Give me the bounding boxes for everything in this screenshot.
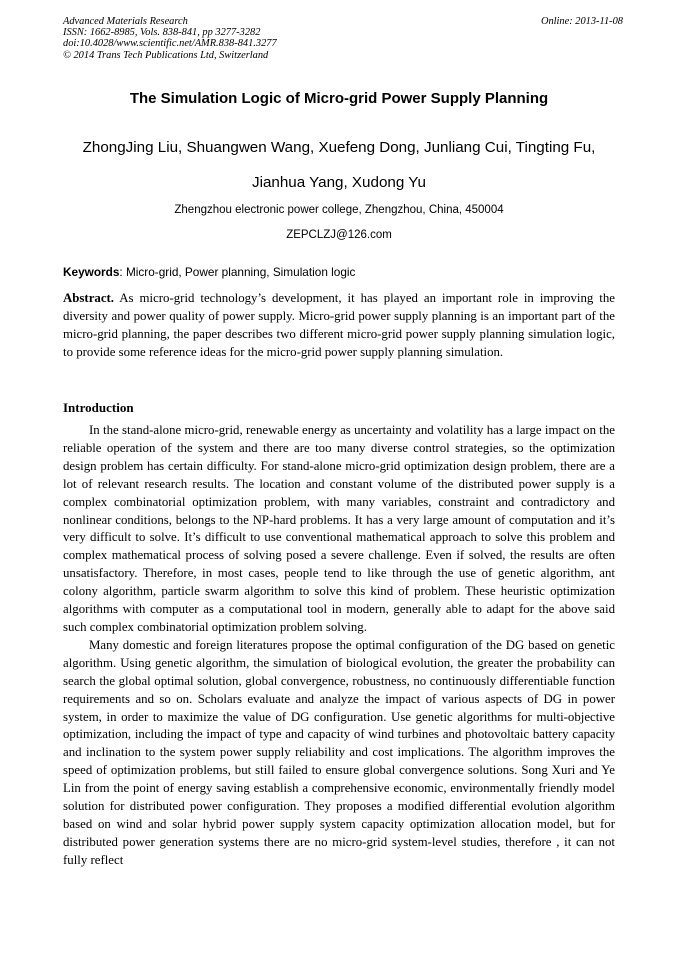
paper-title: The Simulation Logic of Micro-grid Power Supply Planning: [129, 90, 549, 107]
intro-paragraph-1: In the stand-alone micro-grid, renewable energy as uncertainty and volatility has a large impact on the reliable operation of the system and there are too many diverse control strategies, so the optimization design problem has certain difficulty. For stand-alone micro-grid optimization design problem, there are a lot of relevant research results. The location and constant volume of the distributed power supply is a complex combinatorial optimization problem, with many variables, constraint and contradictory and nonlinear conditions, belongs to the NP-hard problems. It has a very large amount of computation and it’s very difficult to solve. It’s difficult to use conventional mathematical approach to solve this problem and complex mathematical process of solving posed a severe challenge. Even if solved, the results are often unsatisfactory. Therefore, in most cases, people tend to like through the use of genetic algorithm, ant colony algorithm, particle swarm algorithm to solve this kind of problem. These heuristic optimization algorithms with computer as a computational tool in modern, generally able to adapt for the above said such complex combinatorial optimization problem solving.: [63, 423, 615, 634]
keywords-label: Keywords: [63, 265, 120, 279]
affiliation: Zhengzhou electronic power college, Zhengzhou, China, 450004: [174, 204, 504, 216]
issn-line: ISSN: 1662-8985, Vols. 838-841, pp 3277-3282: [63, 27, 261, 39]
authors-line-1: ZhongJing Liu, Shuangwen Wang, Xuefeng Dong, Junliang Cui, Tingting Fu,: [82, 139, 596, 156]
intro-paragraph-2: Many domestic and foreign literatures propose the optimal configuration of the DG based on genetic algorithm. Using genetic algorithm, the simulation of biological evolution, the greater the probability can search the global optimal solution, global convergence, robustness, no continuously differentiable function requirements and so on. Scholars evaluate and analyze the impact of various aspects of DG in power system, in order to maximize the value of DG configuration. Use genetic algorithms for multi-objective optimization, including the impact of type and capacity of wind turbines and photovoltaic battery capacity and inclination to the system power supply reliability and cost implications. The algorithm improves the speed of optimization problems, but still failed to ensure global convergence solutions. Song Xuri and Ye Lin from the point of energy saving establish a comprehensive economic, environmentally friendly model solution for distributed power configuration. They proposes a modified differential evolution algorithm based on wind and solar hybrid power supply system capacity optimization allocation model, but for distributed power generation systems there are no micro-grid system-level studies, therefore , it can not fully reflect: [63, 637, 615, 867]
doi-line: doi:10.4028/www.scientific.net/AMR.838-841.3277: [63, 38, 277, 50]
abstract: [63, 290, 615, 362]
keywords: [63, 265, 615, 280]
author-list: [40, 130, 638, 200]
copyright-line: © 2014 Trans Tech Publications Ltd, Switzerland: [63, 49, 269, 61]
abstract-text: As micro-grid technology’s development, it has played an important role in improving the diversity and power quality of power supply. Micro-grid power supply planning is an important part of the micro-grid planning, the paper describes two different micro-grid power supply planning simulation logic, to provide some reference ideas for the micro-grid power supply planning simulation.: [63, 291, 615, 359]
introduction-body: [63, 422, 615, 870]
journal-name: Advanced Materials Research: [63, 16, 188, 27]
online-date: Online: 2013-11-08: [540, 16, 623, 27]
authors-line-2: Jianhua Yang, Xudong Yu: [252, 174, 426, 191]
publication-header: [63, 16, 623, 61]
section-heading-introduction: Introduction: [63, 400, 134, 415]
keywords-text: : Micro-grid, Power planning, Simulation logic: [119, 265, 356, 279]
contact-email: ZEPCLZJ@126.com: [286, 229, 392, 241]
abstract-label: Abstract.: [63, 291, 115, 305]
